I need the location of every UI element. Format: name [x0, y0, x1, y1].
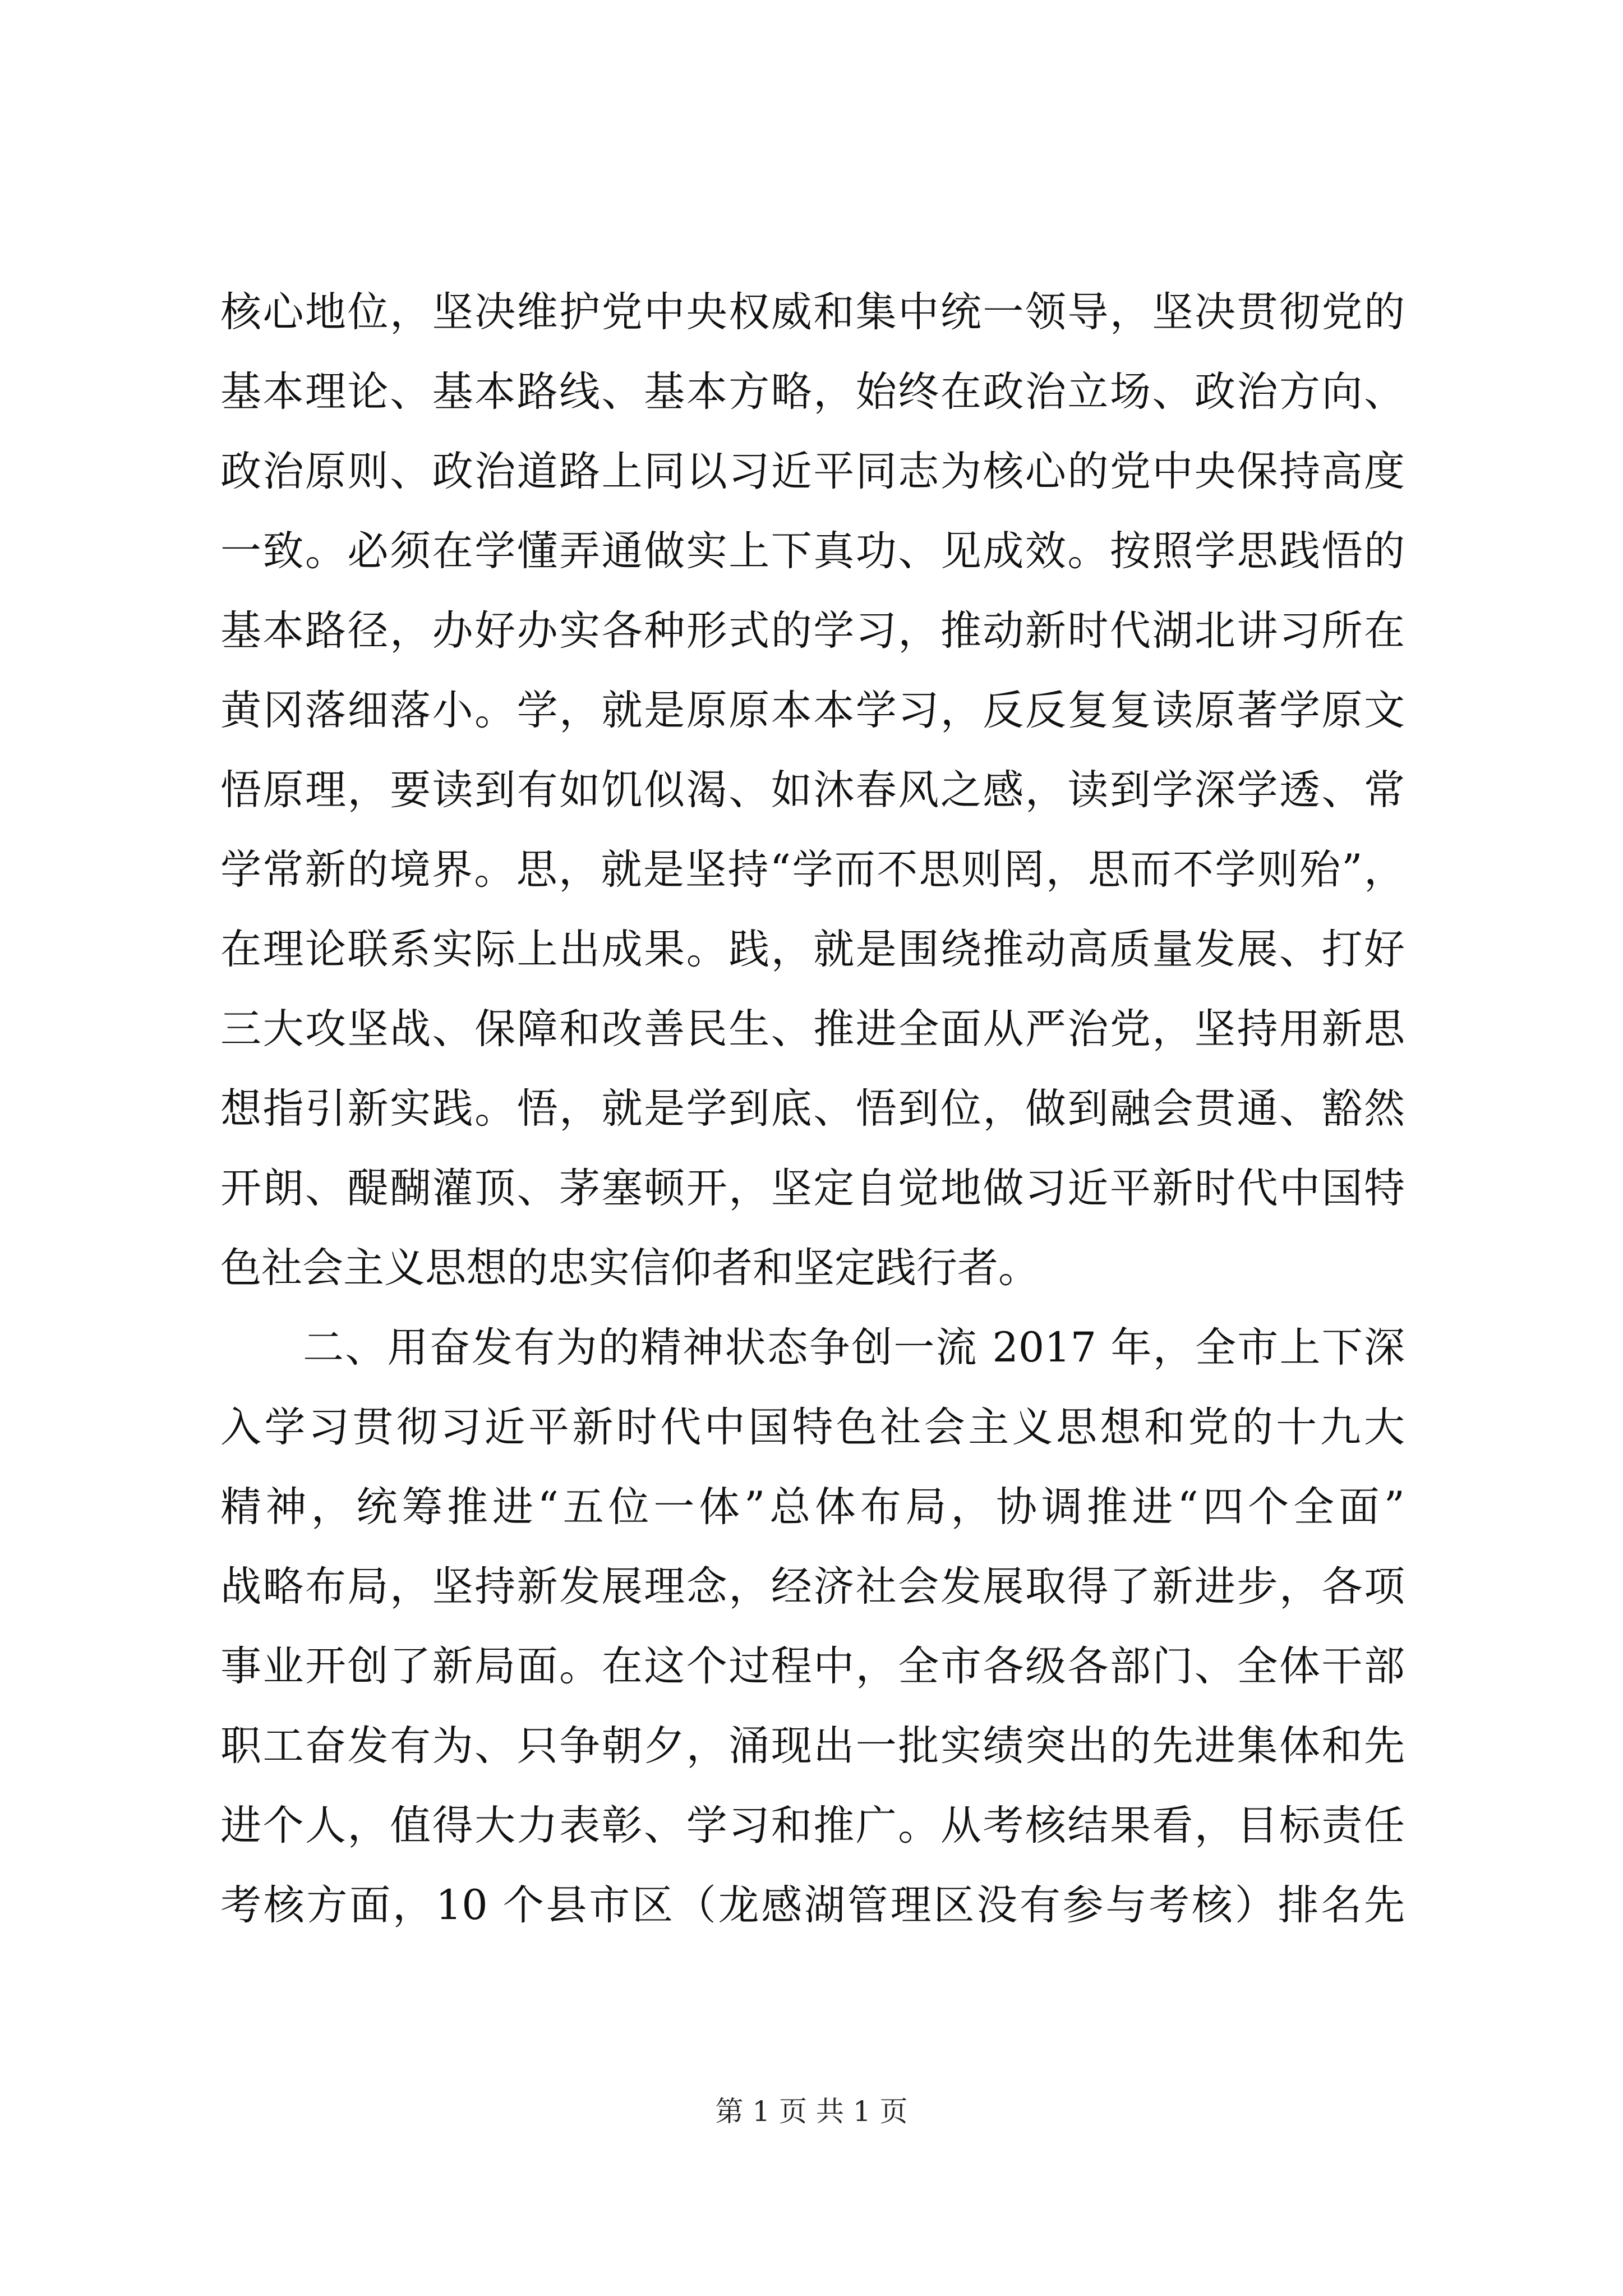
page-footer: [0, 2095, 1623, 2128]
text-line: [0, 1228, 1623, 1308]
text-line: [0, 591, 1623, 671]
text-line-content: 精神，统筹推进“五位一体”总体布局，协调推进“四个全面”: [220, 1483, 1405, 1531]
text-line-content: 入学习贯彻习近平新时代中国特色社会主义思想和党的十九大: [220, 1404, 1405, 1451]
text-line-content: 一致。必须在学懂弄通做实上下真功、见成效。按照学思践悟的: [220, 527, 1405, 575]
text-line-content: 二、用奋发有为的精神状态争创一流 2017 年，全市上下深: [303, 1324, 1405, 1372]
text-line-content: 职工奋发有为、只争朝夕，涌现出一批实绩突出的先进集体和先: [220, 1722, 1405, 1770]
text-line: [0, 1388, 1623, 1467]
text-line: [0, 1149, 1623, 1228]
text-line-content: 核心地位，坚决维护党中央权威和集中统一领导，坚决贯彻党的: [220, 288, 1405, 336]
text-line: [0, 1467, 1623, 1547]
text-line: [0, 432, 1623, 512]
text-line-content: 学常新的境界。思，就是坚持“学而不思则罔，思而不学则殆”，: [220, 846, 1405, 894]
text-line-content: 想指引新实践。悟，就是学到底、悟到位，做到融会贯通、豁然: [220, 1085, 1405, 1133]
text-line: [0, 1786, 1623, 1866]
text-line: [0, 1547, 1623, 1627]
text-line: [0, 1706, 1623, 1786]
text-line: [0, 751, 1623, 830]
text-line-content: 色社会主义思想的忠实信仰者和坚定践行者。: [220, 1244, 1039, 1292]
text-line-content: 事业开创了新局面。在这个过程中，全市各级各部门、全体干部: [220, 1642, 1405, 1690]
text-line: [0, 671, 1623, 751]
text-line-content: 政治原则、政治道路上同以习近平同志为核心的党中央保持高度: [220, 448, 1405, 495]
page-number-label: 第 1 页 共 1 页: [715, 2095, 908, 2128]
text-line: [0, 830, 1623, 910]
text-line: [0, 512, 1623, 591]
text-line-content: 开朗、醍醐灌顶、茅塞顿开，坚定自觉地做习近平新时代中国特: [220, 1165, 1405, 1212]
text-line-content: 基本路径，办好办实各种形式的学习，推动新时代湖北讲习所在: [220, 607, 1405, 655]
text-line: [0, 1627, 1623, 1706]
text-line-content: 基本理论、基本路线、基本方略，始终在政治立场、政治方向、: [220, 368, 1405, 416]
text-line: [0, 1308, 1623, 1388]
text-line-content: 在理论联系实际上出成果。践，就是围绕推动高质量发展、打好: [220, 926, 1405, 973]
text-line-content: 三大攻坚战、保障和改善民生、推进全面从严治党，坚持用新思: [220, 1005, 1405, 1053]
text-line-content: 悟原理，要读到有如饥似渴、如沐春风之感，读到学深学透、常: [220, 766, 1405, 814]
text-line-content: 考核方面，10 个县市区（龙感湖管理区没有参与考核）排名先: [220, 1881, 1405, 1929]
text-line-content: 战略布局，坚持新发展理念，经济社会发展取得了新进步，各项: [220, 1563, 1405, 1611]
text-line: [0, 273, 1623, 352]
text-line: [0, 1866, 1623, 1945]
text-line: [0, 910, 1623, 990]
text-line-content: 进个人，值得大力表彰、学习和推广。从考核结果看，目标责任: [220, 1802, 1405, 1849]
text-line-content: 黄冈落细落小。学，就是原原本本学习，反反复复读原著学原文: [220, 687, 1405, 734]
text-line: [0, 352, 1623, 432]
text-line: [0, 990, 1623, 1069]
text-line: [0, 1069, 1623, 1149]
